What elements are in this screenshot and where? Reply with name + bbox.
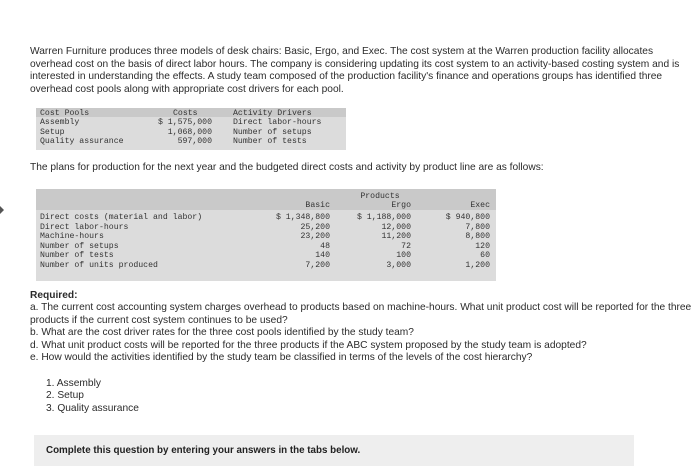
required-a: a. The current cost accounting system charges overhead to products based on machine-hours. What unit product cost will be reported for the three products if the current cost system continues to be used? [30, 302, 692, 326]
row-label: Number of setups [40, 241, 119, 251]
required-heading: Required: [30, 290, 78, 301]
column-header-ergo: Ergo [391, 201, 411, 210]
cell-basic: $ 1,348,800 [275, 213, 330, 222]
cost-pool-cost: 597,000 [177, 137, 212, 146]
cost-pools-header-costs: Costs [173, 109, 198, 118]
required-d: d. What unit product costs will be reported for the three products if the ABC system proposed by the study team is adopted? [30, 339, 587, 351]
cell-basic: 25,200 [300, 222, 330, 232]
cost-pool-cost: 1,068,000 [167, 127, 212, 137]
row-label: Number of tests [40, 251, 114, 260]
cell-basic: 48 [320, 241, 330, 251]
cell-exec: 1,200 [465, 260, 490, 270]
cell-basic: 140 [315, 251, 330, 260]
requirement-tabs [46, 378, 139, 415]
cell-exec: 120 [475, 241, 490, 251]
plans-text: The plans for production for the next year and the budgeted direct costs and activity by product line are as follows: [30, 162, 544, 173]
cell-ergo: $ 1,188,000 [356, 213, 411, 222]
required-e: e. How would the activities identified by the study team be classified in terms of the levels of the cost hierarchy? [30, 352, 533, 364]
cost-pools-header-pool: Cost Pools [40, 109, 90, 118]
column-header-basic: Basic [305, 201, 330, 210]
cell-ergo: 11,200 [381, 232, 411, 241]
cost-pool-name: Assembly [40, 118, 80, 127]
cell-basic: 23,200 [300, 232, 330, 241]
products-group-header: Products [360, 192, 400, 201]
cell-ergo: 72 [401, 241, 411, 251]
row-label: Machine-hours [40, 232, 104, 241]
instruction-text: Complete this question by entering your answers in the tabs below. [46, 445, 361, 456]
cost-pool-driver: Direct labor-hours [233, 118, 322, 127]
tab-setup[interactable]: 2. Setup [46, 390, 84, 402]
required-section [30, 290, 694, 364]
cell-ergo: 12,000 [381, 222, 411, 232]
intro-paragraph: Warren Furniture produces three models of desk chairs: Basic, Ergo, and Exec. The cost system at the Warren production facility allocates overhead cost on the basis of direct labor hours. The company is considering updating its cost system to an activity-based costing system and is interested in understanding the effects. A study team composed of the production facility's finance and operations groups has identified three overhead cost pools along with appropriate cost drivers for each pool. [30, 46, 680, 95]
left-edge-marker-icon [0, 206, 4, 214]
cost-pool-name: Quality assurance [40, 137, 124, 146]
cell-exec: $ 940,800 [445, 213, 490, 222]
row-label: Number of units produced [40, 260, 158, 270]
column-header-exec: Exec [470, 201, 490, 210]
tab-quality-assurance[interactable]: 3. Quality assurance [46, 402, 139, 414]
cell-ergo: 100 [396, 251, 411, 260]
cost-pool-driver: Number of tests [233, 137, 307, 146]
cell-exec: 7,800 [465, 222, 490, 232]
required-b: b. What are the cost driver rates for the three cost pools identified by the study team? [30, 327, 414, 339]
tab-assembly[interactable]: 1. Assembly [46, 378, 101, 389]
cell-exec: 60 [480, 251, 490, 260]
cell-basic: 7,200 [305, 260, 330, 270]
row-label: Direct labor-hours [40, 222, 129, 232]
cost-pool-name: Setup [40, 127, 65, 137]
cell-ergo: 3,000 [386, 260, 411, 270]
row-label: Direct costs (material and labor) [40, 213, 203, 222]
cost-pools-header-driver: Activity Drivers [233, 109, 312, 118]
cell-exec: 8,800 [465, 232, 490, 241]
cost-pool-cost: $ 1,575,000 [157, 118, 212, 127]
cost-pool-driver: Number of setups [233, 127, 312, 137]
